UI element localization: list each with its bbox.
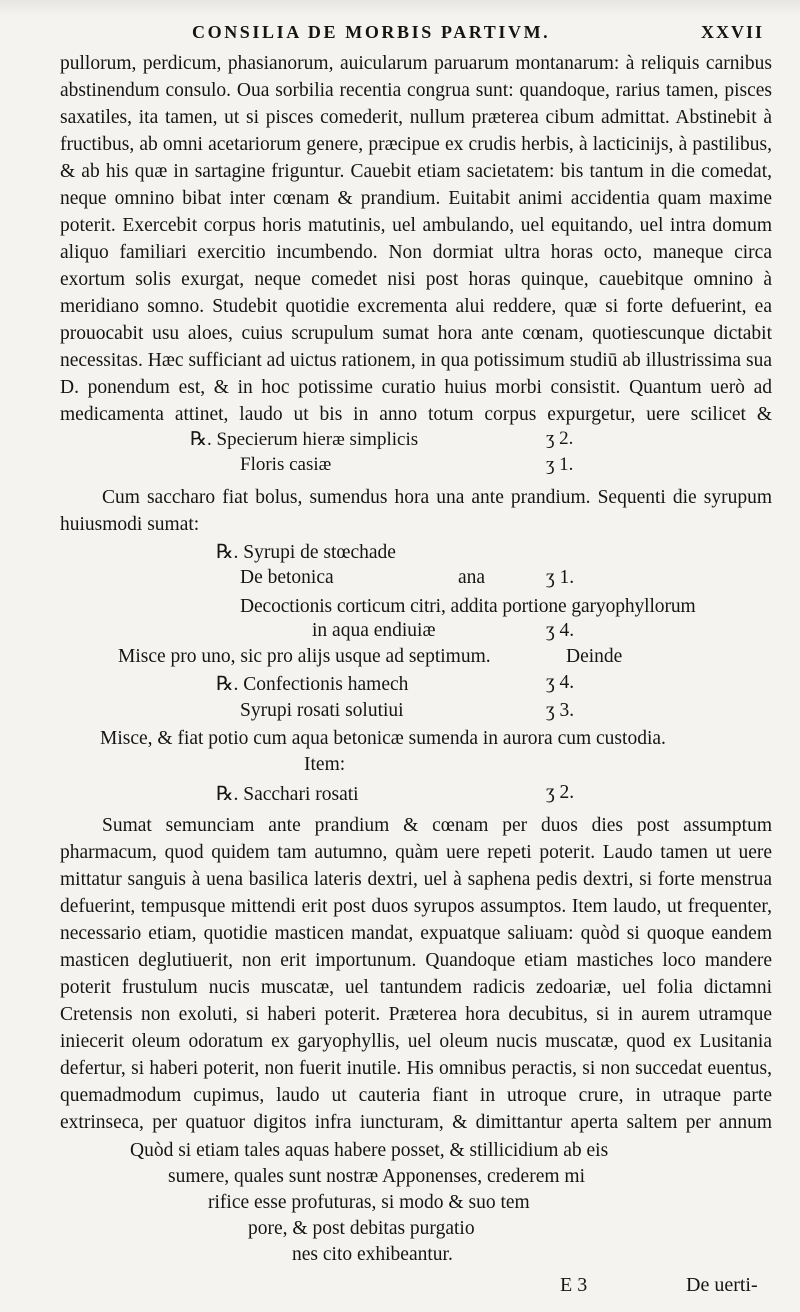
recipe-quantity: ʒ 4.: [546, 672, 575, 693]
recipe-line: ℞. Syrupi de stœchade: [216, 542, 396, 563]
body-paragraph-3: [60, 812, 772, 1136]
body-paragraph-1: [60, 50, 772, 428]
page-header: [0, 22, 800, 48]
tail-line: rifice esse profuturas, si modo & suo tem: [208, 1192, 530, 1213]
recipe-instruction: Misce pro uno, sic pro alijs usque ad septimum.: [118, 646, 491, 667]
recipe-item: Item:: [304, 754, 346, 775]
recipe-quantity: ʒ 2.: [546, 782, 575, 803]
recipe-line: Syrupi rosati solutiui: [240, 700, 404, 721]
bleed-through-strip: [0, 0, 800, 16]
recipe-line: Floris casiæ: [240, 454, 332, 475]
recipe-quantity: ʒ 1.: [546, 454, 574, 475]
body-paragraph-2: [60, 484, 772, 538]
recipe-line: ℞. Confectionis hamech: [216, 674, 409, 695]
recipe-quantity: ʒ 3.: [546, 700, 575, 721]
recipe-instruction: Misce, & fiat potio cum aqua betonicæ sumenda in aurora cum custodia.: [100, 728, 666, 749]
recipe-deinde: Deinde: [566, 646, 623, 667]
recipe-line: ℞. Sacchari rosati: [216, 784, 359, 805]
paragraph-text: pullorum, perdicum, phasianorum, auicularum paruarum montanarum: à reliquis carnibus abstinendum consulo. Oua sorbilia recentia congrua sunt: quandoque, rarius tamen, pisces saxatiles, ita tamen, ut si pisces comederit, nullum præterea cibum admittat. Abstinebit à fructibus, ab omni acetariorum genere, præcipue ex crudis herbis, à lacticinijs, à pastilibus, & ab his quæ in sartagine friguntur. Cauebit etiam sacietatem: bis tantum in die comedat, neque omnino bibat inter cœnam & prandium. Euitabit animi accidentia quam maxime poterit. Exercebit corpus horis matutinis, uel ambulando, uel equitando, uel intra domum aliquo familiari exercitio incumbendo. Non dormiat ultra horas octo, maneque circa exortum solis exurgat, neque comedet nisi post horas quinque, cauebitque omnino à meridiano somno. Studebit quotidie excrementa alui reddere, quæ si forte defuerint, ea prouocabit usu aloes, cuius scrupulum sumat hora ante cœnam, quotiescunque dictabit necessitas. Hæc sufficiant ad uictus rationem, in qua potissimum studiū ab illustrissima sua D. ponendum est, & in hoc potissime curatio huius morbi consistit. Quantum uerò ad medicamenta attinet, laudo ut bis in anno totum corpus expurgetur, uere scilicet &: [60, 53, 772, 425]
recipe-line: Decoctionis corticum citri, addita portione garyophyllorum: [240, 596, 696, 617]
recipe-quantity: ʒ 4.: [546, 620, 575, 641]
signature-mark: E 3: [560, 1274, 588, 1296]
recipe-ana: ana: [458, 567, 486, 588]
tail-line: pore, & post debitas purgatio: [248, 1218, 475, 1239]
recipe-quantity: ʒ 2.: [546, 428, 574, 449]
tail-line: Quòd si etiam tales aquas habere posset, & stillicidium ab eis: [130, 1140, 609, 1161]
recipe-line: De betonica: [240, 567, 334, 588]
catchword: De uerti-: [686, 1274, 758, 1296]
tail-line: sumere, quales sunt nostræ Apponenses, crederem mi: [168, 1166, 585, 1187]
paragraph-text: Sumat semunciam ante prandium & cœnam per duos dies post assumptum pharmacum, quod quidem tam autumno, quàm uere repeti poterit. Laudo tamen ut uere mittatur sanguis à uena basilica lateris dextri, uel à saphena pedis dextri, si forte menstrua defuerint, tempusque mittendi erit post duos syrupos assumptos. Item laudo, ut frequenter, necessario etiam, quotidie masticen mandat, expuatque saliuam: quòd si quoque eandem masticen deglutiuerit, non erit importunum. Quandoque etiam mastiches loco mandere poterit frustulum nucis muscatæ, uel tantundem radicis zedoariæ, uel folia dictamni Cretensis non exoluti, si haberi poterit. Præterea hora decubitus, si in aurem utramque iniecerit oleum odoratum ex garyophyllis, uel oleum nucis muscatæ, quod ex Lusitania defertur, si haberi poterit, non fuerit inutile. His omnibus peractis, si non succedat euentus, quemadmodum cupimus, laudo ut cauteria fiant in utroque crure, in utraque parte extrinseca, per quatuor digitos infra iuncturam, & dimittantur aperta saltem per annum: [60, 815, 772, 1133]
recipe-line: in aqua endiuiæ: [312, 620, 436, 641]
paragraph-text: Cum saccharo fiat bolus, sumendus hora una ante prandium. Sequenti die syrupum huiusmodi sumat:: [60, 487, 772, 535]
folio-number: XXVII: [700, 22, 764, 42]
recipe-line: ℞. Specierum hieræ simplicis: [190, 429, 419, 450]
running-title: CONSILIA DE MORBIS PARTIVM.: [192, 22, 551, 42]
tail-line: nes cito exhibeantur.: [292, 1244, 453, 1265]
recipe-quantity: ʒ 1.: [546, 567, 575, 588]
